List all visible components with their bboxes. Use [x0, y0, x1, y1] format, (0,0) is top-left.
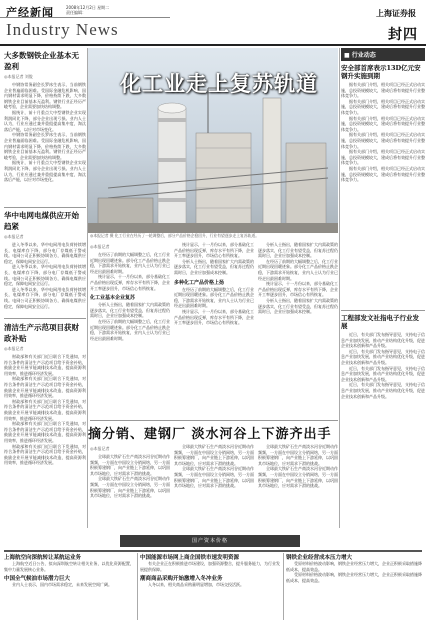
article-paragraph: 在经历了前期的大幅调整之后，化工行业近期出现回暖迹象。部分化工产品价格止跌企稳，下游需求开始恢复，业内人士认为行业已经走出最困难时期。 — [90, 252, 170, 274]
article-body — [258, 444, 338, 489]
article-headline: 钢铁企业经营成本压力增大 — [286, 555, 353, 561]
article-paragraph: 全球最大铁矿石生产商淡水河谷近期动作频频，一方面在中国设立分销网络，另一方面积极筹建钢厂，向产业链上下游延伸，以巩固其市场地位，应对需求下滑的挑战。 — [258, 466, 338, 489]
article-headline: 潮商商品采购开始激增入冬冲业务 — [140, 576, 223, 583]
sidebar — [341, 48, 425, 507]
column-rule — [283, 553, 284, 620]
article-paragraph: 财政部和有关部门近日联合下发通知，对符合条件的清洁生产示范项目给予资金补贴，鼓励企业开展节能减排技术改造，提高资源利用效率，推进循环经济发展。 — [4, 443, 86, 466]
bottom-article-3 — [286, 553, 422, 620]
article-body — [4, 82, 86, 183]
article-chemical-col1 — [90, 242, 170, 417]
sidebar-body — [341, 82, 425, 307]
section-divider — [90, 420, 338, 421]
article-paragraph: 进入冬季以来，华中电网用电负荷持续增长，电煤库存下降，部分电厂存煤低于警戒线。电网公司正积极协调各方，确保电煤供应稳定，保障电网安全运行。 — [4, 264, 86, 287]
article-byline: ◎本报记者 刘俊 — [4, 74, 33, 79]
article-paragraph: 全球最大铁矿石生产商淡水河谷近期动作频频，一方面在中国设立分销网络，另一方面积极筹建钢厂，向产业链上下游延伸，以巩固其市场地位，应对需求下滑的挑战。 — [174, 444, 254, 466]
column-rule — [339, 48, 340, 528]
article-body — [90, 252, 170, 291]
article-body — [286, 561, 422, 583]
article-paragraph: 财政部和有关部门近日联合下发通知，对符合条件的清洁生产示范项目给予资金补贴，鼓励企业开展节能减排技术改造，提高资源利用效率，推进循环经济发展。 — [4, 421, 86, 443]
article-paragraph: 进入冬季以来，华中电网用电负荷持续增长，电煤库存下降，部分电厂存煤低于警戒线。电网公司正积极协调各方，确保电煤供应稳定，保障电网安全运行。 — [4, 242, 86, 264]
feature-photo — [88, 48, 338, 233]
article-byline: ◎本报记者 — [90, 446, 110, 451]
article-paragraph: 在经历了前期的大幅调整之后，化工行业近期出现回暖迹象。部分化工产品价格止跌企稳，下游需求开始恢复，业内人士认为行业已经走出最困难时期。 — [258, 258, 338, 281]
article-clean-production — [4, 322, 86, 527]
article-body — [258, 242, 338, 315]
article-paragraph: 全球最大铁矿石生产商淡水河谷近期动作频频，一方面在中国设立分销网络，另一方面积极筹建钢厂，向产业链上下游延伸，以巩固其市场地位，应对需求下滑的挑战。 — [90, 476, 170, 499]
issue-date: 2008年12月2日 星期二 — [66, 5, 110, 10]
article-paragraph: 据统计，前十月重点大中型钢铁企业实现利润同比下降，部分企业出现亏损。业内人士认为，行业应通过兼并重组提高集中度，淘汰落后产能，以应对市场变化。 — [4, 160, 86, 183]
issue-editor: 责任编辑： — [66, 10, 86, 15]
article-paragraph: 财政部和有关部门近日联合下发通知，对符合条件的清洁生产示范项目给予资金补贴，鼓励企业开展节能减排技术改造，提高资源利用效率，推进循环经济发展。 — [4, 354, 86, 376]
page-label: 封四 — [388, 27, 418, 43]
article-paragraph: 有关企业正在积极推进市场建设，加强资源整合，提升服务能力，为行业发展提供保障。 — [140, 561, 280, 572]
article-paragraph: 分析人士指出，随着国家扩大内需政策的逐步落实，化工行业有望受益，但复苏过程仍需时日，企业应加强成本控制。 — [174, 258, 254, 275]
article-paragraph: 近日，有关部门发布指导意见，支持电子信息产业加快发展，推动产业结构优化升级，促进企业技术创新和产品升级。 — [341, 332, 425, 349]
sidebar-title: ■ 行业动态 — [341, 48, 425, 61]
article-headline: 中国能源市场网上商企国铁市速发明资源 — [140, 555, 240, 561]
article-paragraph: 在经历了前期的大幅调整之后，化工行业近期出现回暖迹象。部分化工产品价格止跌企稳，下游需求开始恢复，业内人士认为行业已经走出最困难时期。 — [90, 318, 170, 341]
bottom-rule — [4, 550, 422, 552]
article-paragraph: 财政部和有关部门近日联合下发通知，对符合条件的清洁生产示范项目给予资金补贴，鼓励企业开展节能减排技术改造，提高资源利用效率，推进循环经济发展。 — [4, 376, 86, 399]
article-byline: ◎本报记者 — [4, 234, 24, 239]
article-body — [90, 302, 170, 341]
bottom-article-1 — [4, 553, 134, 620]
ad-banner-text: 国产资本价格 — [191, 538, 228, 544]
article-headline: 中国全气候油市场潜力巨大 — [4, 576, 71, 583]
article-vale-col3 — [258, 444, 338, 529]
article-paragraph: 据有关部门介绍，相关项目已经正式启动实施，总投资规模较大，建成后将有效提升行业整体竞争力。 — [341, 149, 425, 166]
photo-caption: ◎本报记者 摄 化工行业在经历了一轮调整后，部分产品价格企稳回升，行业有望逐步走上复苏轨道。 — [90, 233, 259, 238]
article-paragraph: 全球最大铁矿石生产商淡水河谷近期动作频频，一方面在中国设立分销网络，另一方面积极筹建钢厂，向产业链上下游延伸，以巩固其市场地位，应对需求下滑的挑战。 — [90, 454, 170, 476]
article-body — [174, 444, 254, 489]
article-paragraph: 受原材料价格波动影响，钢铁企业经营压力增大，企业正积极采取措施降低成本，提高效益。 — [286, 561, 422, 572]
article-headline: 华中电网电煤供应开始趋紧 — [4, 211, 79, 231]
article-body — [4, 354, 86, 466]
feature-headline: 摘分销、建钢厂 淡水河谷上下游齐出手 — [88, 427, 332, 442]
article-paragraph: 据统计，前十月重点大中型钢铁企业实现利润同比下降，部分企业出现亏损。业内人士认为，行业应通过兼并重组提高集中度，淘汰落后产能，以应对市场变化。 — [4, 109, 86, 132]
section-title: 产经新闻 — [6, 6, 54, 19]
article-body — [4, 561, 134, 572]
article-body — [174, 242, 254, 276]
masthead — [0, 0, 426, 46]
article-paragraph: 分析人士指出，随着国家扩大内需政策的逐步落实，化工行业有望受益，但复苏过程仍需时日，企业应加强成本控制。 — [258, 297, 338, 315]
article-headline: 上海航空向深航转让某航运业务 — [4, 555, 82, 561]
article-headline: 大多数钢铁企业基本无盈利 — [4, 51, 79, 71]
article-vale-col1 — [90, 444, 170, 529]
article-paragraph: 在经历了前期的大幅调整之后，化工行业近期出现回暖迹象。部分化工产品价格止跌企稳，下游需求开始恢复，业内人士认为行业已经走出最困难时期。 — [174, 286, 254, 309]
article-paragraph: 统计显示，十一月份以来，部分基础化工产品价格出现反弹，库存水平有所下降，企业开工率逐步回升，市场信心有所恢复。 — [174, 242, 254, 259]
issue-meta — [66, 5, 146, 15]
article-paragraph: 入冬以来，相关商品采购量明显增加，市场交投活跃。 — [148, 582, 244, 588]
article-chemical-col3 — [258, 242, 338, 417]
article-byline: ◎本报记者 — [90, 244, 110, 249]
article-paragraph: 分析人士指出，随着国家扩大内需政策的逐步落实，化工行业有望受益，但复苏过程仍需时日，企业应加强成本控制。 — [258, 242, 338, 259]
column-divider — [4, 318, 86, 319]
article-paragraph: 近日，有关部门发布指导意见，支持电子信息产业加快发展，推动产业结构优化升级，促进企业技术创新和产品升级。 — [341, 348, 425, 365]
sidebar-headline: 安全部首席表示13D亿元安钢升实施到期 — [341, 64, 421, 80]
article-paragraph: 据有关部门介绍，相关项目已经正式启动实施，总投资规模较大，建成后将有效提升行业整体竞争力。 — [341, 82, 425, 99]
article-paragraph: 据有关部门介绍，相关项目已经正式启动实施，总投资规模较大，建成后将有效提升行业整体竞争力。 — [341, 132, 425, 149]
article-paragraph: 近日，有关部门发布指导意见，支持电子信息产业加快发展，推动产业结构优化升级，促进企业技术创新和产品升级。 — [341, 365, 425, 382]
article-headline: 清洁生产示范项目获财政补贴 — [4, 323, 79, 343]
article-chemical-col2 — [174, 242, 254, 417]
ad-banner — [120, 535, 300, 547]
article-body — [174, 287, 254, 326]
sidebar-headline: 工程部发文社指电子行业发展 — [341, 314, 419, 330]
article-paragraph: 受原材料价格波动影响，钢铁企业经营压力增大，企业正积极采取措施降低成本，提高效益。 — [286, 572, 422, 583]
article-paragraph: 中钢协常务副会长罗冰生表示，当前钢铁企业普遍面临困难。受国际金融危机影响，国内钢材需求明显下降，价格持续下跌，大多数钢铁企业目前基本无盈利。钢铁行业正经历严峻考验，企业需要加快结构调整。 — [4, 82, 86, 110]
article-paragraph: 据有关部门介绍，相关项目已经正式启动实施，总投资规模较大，建成后将有效提升行业整体竞争力。 — [341, 98, 425, 115]
article-paragraph: 中钢协常务副会长罗冰生表示，当前钢铁企业普遍面临困难。受国际金融危机影响，国内钢材需求明显下降，价格持续下跌，大多数钢铁企业目前基本无盈利。钢铁行业正经历严峻考验，企业需要加快结构调整。 — [4, 132, 86, 160]
article-steel — [4, 50, 86, 200]
article-paragraph: 近日，有关部门发布指导意见，支持电子信息产业加快发展，推动产业结构优化升级，促进企业技术创新和产品升级。 — [341, 382, 425, 399]
masthead-rule — [0, 17, 170, 18]
article-paragraph: 据有关部门介绍，相关项目已经正式启动实施，总投资规模较大，建成后将有效提升行业整体竞争力。 — [341, 115, 425, 132]
article-paragraph: 财政部和有关部门近日联合下发通知，对符合条件的清洁生产示范项目给予资金补贴，鼓励企业开展节能减排技术改造，提高资源利用效率，推进循环经济发展。 — [4, 398, 86, 421]
article-body — [140, 582, 280, 588]
article-paragraph: 分析人士指出，随着国家扩大内需政策的逐步落实，化工行业有望受益，但复苏过程仍需时日，企业应加强成本控制。 — [90, 302, 170, 319]
article-paragraph: 据有关部门介绍，相关项目已经正式启动实施，总投资规模较大，建成后将有效提升行业整体竞争力。 — [341, 165, 425, 183]
article-power-coal — [4, 210, 86, 314]
section-english-title: Industry News — [6, 20, 119, 39]
article-paragraph: 统计显示，十一月份以来，部分基础化工产品价格出现反弹，库存水平有所下降，企业开工率逐步回升，市场信心有所恢复。 — [174, 308, 254, 326]
article-paragraph: 业内人士表示，国内市场需求稳定，未来发展空间广阔。 — [12, 582, 112, 588]
article-paragraph: 统计显示，十一月份以来，部分基础化工产品价格出现反弹，库存水平有所下降，企业开工率逐步回升，市场信心有所恢复。 — [90, 274, 170, 291]
article-paragraph: 全球最大铁矿石生产商淡水河谷近期动作频频，一方面在中国设立分销网络，另一方面积极筹建钢厂，向产业链上下游延伸，以巩固其市场地位，应对需求下滑的挑战。 — [174, 466, 254, 489]
newspaper-name: 上海证券报 — [376, 8, 416, 18]
article-body — [4, 242, 86, 309]
article-byline: ◎本报记者 — [4, 346, 24, 351]
sidebar-divider — [341, 310, 425, 311]
column-divider — [4, 207, 86, 208]
article-body — [4, 582, 134, 588]
article-subheading: 化工业基本企业复苏 — [90, 295, 136, 302]
article-paragraph: 全球最大铁矿石生产商淡水河谷近期动作频频，一方面在中国设立分销网络，另一方面积极筹建钢厂，向产业链上下游延伸，以巩固其市场地位，应对需求下滑的挑战。 — [258, 444, 338, 466]
article-body — [140, 561, 280, 572]
column-rule — [137, 553, 138, 620]
article-subheading: 多种化工产品价格上扬 — [174, 279, 225, 286]
sidebar-body — [341, 332, 425, 507]
photo-headline: 化工业走上复苏轨道 — [120, 72, 318, 96]
article-paragraph: 上海航空近日公告，拟向深圳航空转让相关业务，以优化资源配置，集中力量发展核心业务。 — [4, 561, 134, 572]
article-vale-col2 — [174, 444, 254, 529]
article-body — [90, 454, 170, 499]
article-paragraph: 进入冬季以来，华中电网用电负荷持续增长，电煤库存下降，部分电厂存煤低于警戒线。电网公司正积极协调各方，确保电煤供应稳定，保障电网安全运行。 — [4, 286, 86, 309]
bottom-article-2 — [140, 553, 280, 620]
article-paragraph: 统计显示，十一月份以来，部分基础化工产品价格出现反弹，库存水平有所下降，企业开工率逐步回升，市场信心有所恢复。 — [258, 281, 338, 298]
